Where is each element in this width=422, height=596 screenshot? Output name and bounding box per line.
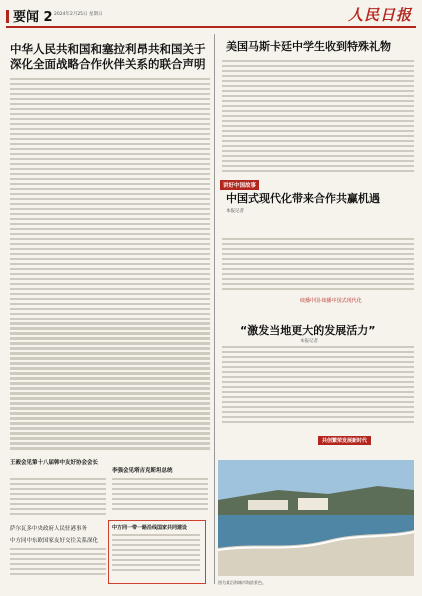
lower-left-body-text-a (10, 322, 210, 452)
quote-body-text (222, 346, 414, 426)
quote-byline: 本报记者 (300, 339, 318, 344)
coastline-photo-illustration (218, 460, 414, 576)
lower-left-headline-3: 萨尔瓦多中央政府人民驻港事务 (10, 526, 88, 532)
coastline-photo (218, 460, 414, 576)
feature-byline: 本报记者 (226, 209, 244, 214)
highlighted-article-title: 中方同一带一路沿线国家共同建设 (112, 525, 188, 531)
dateline: 2024年2月25日 星期日 (54, 12, 103, 17)
series-badge: 共创繁荣发展新时代 (318, 436, 371, 445)
lower-left-body-text-b (10, 478, 106, 518)
lower-left-headline-4: 中方同中东欧国家友好交往关系深化 (10, 538, 99, 544)
column-divider (214, 34, 215, 584)
lower-left-headline-1: 王毅会见第十八届韩中友好协会会长 (10, 460, 99, 466)
lower-left-headline-2: 李强会见塔吉克斯坦总统 (112, 468, 173, 474)
section-label (6, 6, 53, 25)
photo-caption: 图为某沿海城市海滨景色。 (218, 580, 266, 585)
lower-left-body-text-c (112, 478, 208, 513)
section-text: 要闻 2 (13, 10, 53, 25)
quote-headline: “激发当地更大的发展活力” (240, 324, 376, 337)
lower-left-body-text-d (10, 548, 106, 578)
feature-body-text (222, 238, 414, 293)
section-bar-icon (6, 10, 9, 23)
feature-kicker: 讲好中国故事 (220, 180, 259, 190)
feature-tagline: 续播中国·续播中国式现代化 (300, 298, 362, 304)
highlighted-article-body (112, 534, 200, 574)
lead-headline: 中华人民共和国和塞拉利昂共和国关于深化全面战略合作伙伴关系的联合声明 (10, 42, 206, 71)
right-top-headline: 美国马斯卡廷中学生收到特殊礼物 (226, 40, 391, 53)
feature-headline: 中国式现代化带来合作共赢机遇 (226, 192, 380, 205)
newspaper-logo: 人民日报 (347, 6, 412, 24)
right-top-body-text (222, 60, 414, 175)
